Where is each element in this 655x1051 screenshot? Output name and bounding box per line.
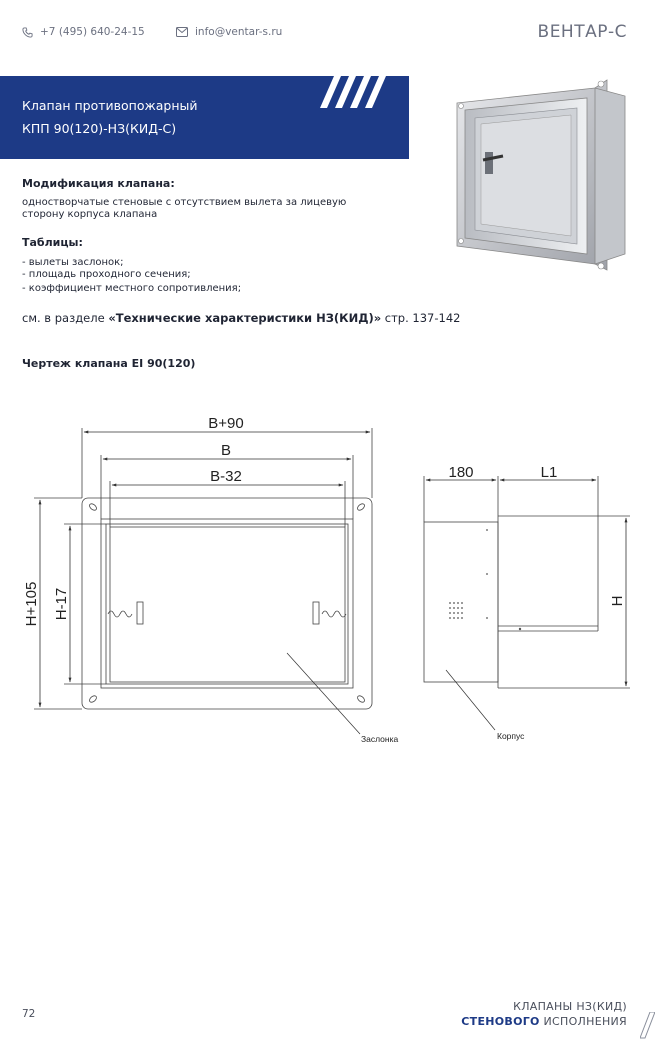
reference-section-link[interactable]: «Технические характеристики НЗ(КИД)» [108,311,382,325]
dim-180: 180 [448,464,474,481]
phone-contact[interactable] [22,26,145,38]
damper-product-image [455,78,635,278]
dim-b-plus-90: B+90 [208,415,244,432]
dim-l1: L1 [540,464,558,481]
footer-bold-word: СТЕНОВОГО [461,1015,540,1028]
modification-text-line2: сторону корпуса клапана [22,209,158,220]
modification-heading: Модификация клапана: [22,177,175,190]
section-reference [22,311,460,325]
footer-section-line1: КЛАПАНЫ НЗ(КИД) [513,1000,627,1013]
banner-title-line1: Клапан противопожарный [22,98,198,113]
dim-b-minus-32: B-32 [210,468,242,485]
phone-number[interactable]: +7 (495) 640-24-15 [40,26,145,38]
drawing-title: Чертеж клапана EI 90(120) [22,357,196,370]
dim-h-minus-17: H-17 [53,587,70,621]
dim-h-plus-105: H+105 [23,581,40,627]
dim-h: H [609,595,626,607]
page-number: 72 [22,1008,36,1020]
email-contact[interactable] [176,26,282,38]
footer-rest: ИСПОЛНЕНИЯ [539,1015,627,1028]
reference-prefix: см. в разделе [22,311,109,325]
footer-stripe-decoration [640,1012,655,1040]
label-body: Корпус [497,731,525,741]
reference-pages: стр. 137-142 [381,311,461,325]
tables-item: - площадь проходного сечения; [22,269,191,280]
banner-stripes-decoration [320,76,400,116]
mail-icon [176,27,188,37]
modification-text-line1: одностворчатые стеновые с отсутствием вылета за лицевую [22,197,347,208]
tables-heading: Таблицы: [22,236,83,249]
tables-item: - вылеты заслонок; [22,257,124,268]
dim-b: B [220,442,232,459]
email-address[interactable]: info@ventar-s.ru [195,26,283,38]
brand-name: ВЕНТАР-С [537,22,627,42]
tables-item: - коэффициент местного сопротивления; [22,283,242,294]
technical-drawing [0,400,655,750]
footer-section-line2 [461,1015,627,1028]
label-flap: Заслонка [361,734,399,744]
banner-title-line2: КПП 90(120)-НЗ(КИД-С) [22,121,177,136]
phone-icon [22,27,33,38]
